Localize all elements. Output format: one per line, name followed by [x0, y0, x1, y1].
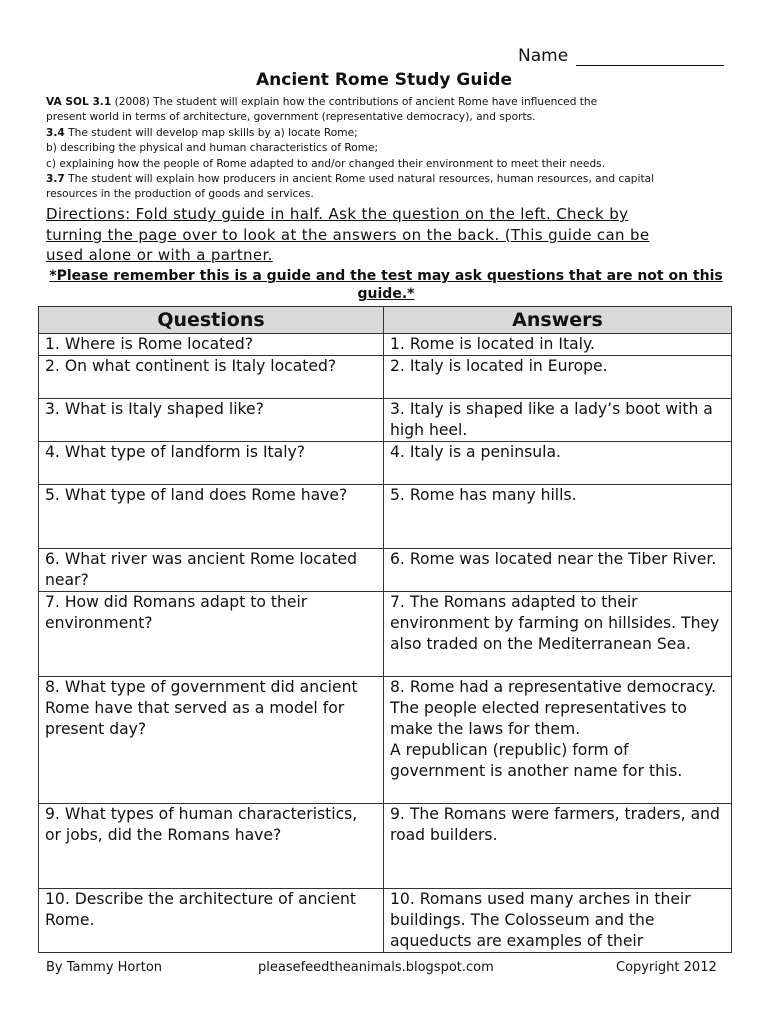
- table-row: [39, 442, 732, 485]
- answer-cell: 4. Italy is a peninsula.: [384, 442, 732, 485]
- name-label: Name: [518, 46, 569, 66]
- directions: [46, 204, 716, 266]
- table-row: [39, 592, 732, 677]
- question-cell: 6. What river was ancient Rome located near?: [39, 549, 384, 592]
- standard-line: resources in the production of goods and services.: [46, 188, 314, 201]
- table-row: [39, 485, 732, 549]
- page-title: Ancient Rome Study Guide: [256, 70, 512, 90]
- directions-line: Directions: Fold study guide in half. Ask the question on the left. Check by: [46, 205, 629, 223]
- table-row: [39, 399, 732, 442]
- answer-cell: 9. The Romans were farmers, traders, and road builders.: [384, 804, 732, 889]
- footer-author: By Tammy Horton: [46, 960, 163, 975]
- answer-cell: 3. Italy is shaped like a lady’s boot with a high heel.: [384, 399, 732, 442]
- table-row: [39, 804, 732, 889]
- answer-cell: 2. Italy is located in Europe.: [384, 356, 732, 399]
- table-row: [39, 549, 732, 592]
- answer-cell: 6. Rome was located near the Tiber River.: [384, 549, 732, 592]
- table-header-row: [39, 307, 732, 334]
- table-row: [39, 356, 732, 399]
- table-row: [39, 677, 732, 804]
- footer-copyright: Copyright 2012: [616, 960, 717, 975]
- question-cell: 1. Where is Rome located?: [39, 334, 384, 356]
- name-field[interactable]: [518, 46, 724, 66]
- answer-cell: 5. Rome has many hills.: [384, 485, 732, 549]
- question-cell: 10. Describe the architecture of ancient Rome.: [39, 889, 384, 953]
- footer-website: pleasefeedtheanimals.blogspot.com: [258, 960, 494, 975]
- reminder-note: *Please remember this is a guide and the test may ask questions that are not on this guide.*: [49, 268, 723, 302]
- standard-line: 3.7 The student will explain how producers in ancient Rome used natural resources, human resources, and capital: [46, 173, 655, 186]
- answer-cell: 1. Rome is located in Italy.: [384, 334, 732, 356]
- question-cell: 7. How did Romans adapt to their environment?: [39, 592, 384, 677]
- standard-line: c) explaining how the people of Rome adapted to and/or changed their environment to meet their needs.: [46, 157, 606, 170]
- answer-cell: 10. Romans used many arches in their buildings. The Colosseum and the aqueducts are examples of their: [384, 889, 732, 953]
- directions-line: used alone or with a partner.: [46, 246, 273, 264]
- standard-line: b) describing the physical and human characteristics of Rome;: [46, 142, 379, 155]
- question-cell: 8. What type of government did ancient Rome have that served as a model for present day?: [39, 677, 384, 804]
- answer-cell: 8. Rome had a representative democracy. The people elected representatives to make the laws for them. A republican (republic) form of government is another name for this.: [384, 677, 732, 804]
- standard-line: VA SOL 3.1 (2008) The student will explain how the contributions of ancient Rome have influenced the: [46, 96, 598, 108]
- standard-line: present world in terms of architecture, government (representative democracy), and sports.: [46, 111, 536, 124]
- question-cell: 9. What types of human characteristics, or jobs, did the Romans have?: [39, 804, 384, 889]
- name-blank-line[interactable]: [576, 47, 724, 66]
- standards-block: [46, 95, 726, 203]
- table-row: [39, 334, 732, 356]
- study-guide-table: [38, 306, 732, 953]
- questions-header: Questions: [39, 307, 384, 334]
- table-row: [39, 889, 732, 953]
- question-cell: 2. On what continent is Italy located?: [39, 356, 384, 399]
- answer-cell: 7. The Romans adapted to their environment by farming on hillsides. They also traded on the Mediterranean Sea.: [384, 592, 732, 677]
- question-cell: 3. What is Italy shaped like?: [39, 399, 384, 442]
- directions-line: turning the page over to look at the answers on the back. (This guide can be: [46, 225, 650, 244]
- question-cell: 4. What type of landform is Italy?: [39, 442, 384, 485]
- question-cell: 5. What type of land does Rome have?: [39, 485, 384, 549]
- answers-header: Answers: [384, 307, 732, 334]
- standard-line: 3.4 The student will develop map skills by a) locate Rome;: [46, 126, 358, 139]
